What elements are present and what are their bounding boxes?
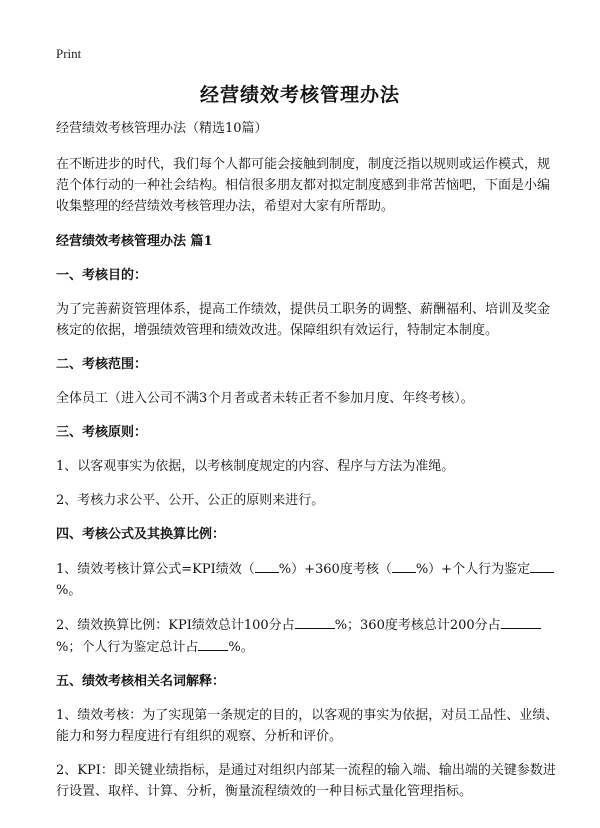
- ratio-text: 2、绩效换算比例：KPI绩效总计100分占: [56, 618, 295, 633]
- fill-blank: [255, 558, 279, 573]
- ratio-text: %；个人行为鉴定总计占: [56, 640, 199, 655]
- ratio-text: %；360度考核总计200分占: [334, 618, 501, 633]
- ratio-text: %。: [228, 640, 254, 655]
- section-paragraph: 1、绩效考核：为了实现第一条规定的目的，以客观的事实为依据，对员工品性、业绩、能力和努力程度进行有组织的观察、分析和评价。: [56, 708, 559, 744]
- document-subtitle: 经营绩效考核管理办法（精选10篇）: [56, 121, 268, 136]
- section-title: 五、绩效考核相关名词解释：: [56, 674, 226, 689]
- fill-blank: [392, 558, 416, 573]
- formula-paragraph: [56, 558, 560, 601]
- ratio-paragraph: [56, 614, 560, 658]
- section-title: 四、考核公式及其换算比例：: [56, 527, 226, 542]
- section-title: 一、考核目的：: [56, 268, 148, 283]
- formula-text: 1、绩效考核计算公式=KPI绩效（: [56, 562, 255, 577]
- part-title: 经营绩效考核管理办法 篇1: [56, 234, 213, 249]
- document-title: 经营绩效考核管理办法: [199, 84, 400, 106]
- section-title: 二、考核范围：: [56, 357, 148, 372]
- intro-paragraph: 在不断进步的时代，我们每个人都可能会接触到制度，制度泛指以规则或运作模式，规范个体行动的一种社会结构。相信很多朋友都对拟定制度感到非常苦恼吧，下面是小编收集整理的经营绩效考核管理办法，希望对大家有所帮助。: [56, 157, 551, 214]
- section-title: 三、考核原则：: [56, 425, 148, 440]
- formula-text: %。: [56, 583, 82, 598]
- section-paragraph: 为了完善薪资管理体系，提高工作绩效，提供员工职务的调整、薪酬福利、培训及奖金核定的依据，增强绩效管理和绩效改进。保障组织有效运行，特制定本制度。: [56, 302, 551, 338]
- fill-blank: [295, 614, 335, 629]
- fill-blank: [501, 614, 541, 629]
- print-label: Print: [56, 46, 82, 61]
- formula-text: %）+360度考核（: [278, 562, 392, 577]
- section-paragraph: 2、KPI：即关键业绩指标，是通过对组织内部某一流程的输入端、输出端的关键参数进行设置、取样、计算、分析，衡量流程绩效的一种目标式量化管理指标。: [56, 763, 556, 799]
- fill-blank: [198, 636, 228, 651]
- document-content: [56, 118, 560, 815]
- formula-text: %）+个人行为鉴定: [415, 562, 531, 577]
- section-paragraph: 1、以客观事实为依据，以考核制度规定的内容、程序与方法为准绳。: [56, 459, 455, 474]
- fill-blank: [530, 558, 554, 573]
- section-paragraph: 全体员工（进入公司不满3个月者或者未转正者不参加月度、年终考核）。: [56, 391, 474, 406]
- section-paragraph: 2、考核力求公平、公开、公正的原则来进行。: [56, 493, 325, 508]
